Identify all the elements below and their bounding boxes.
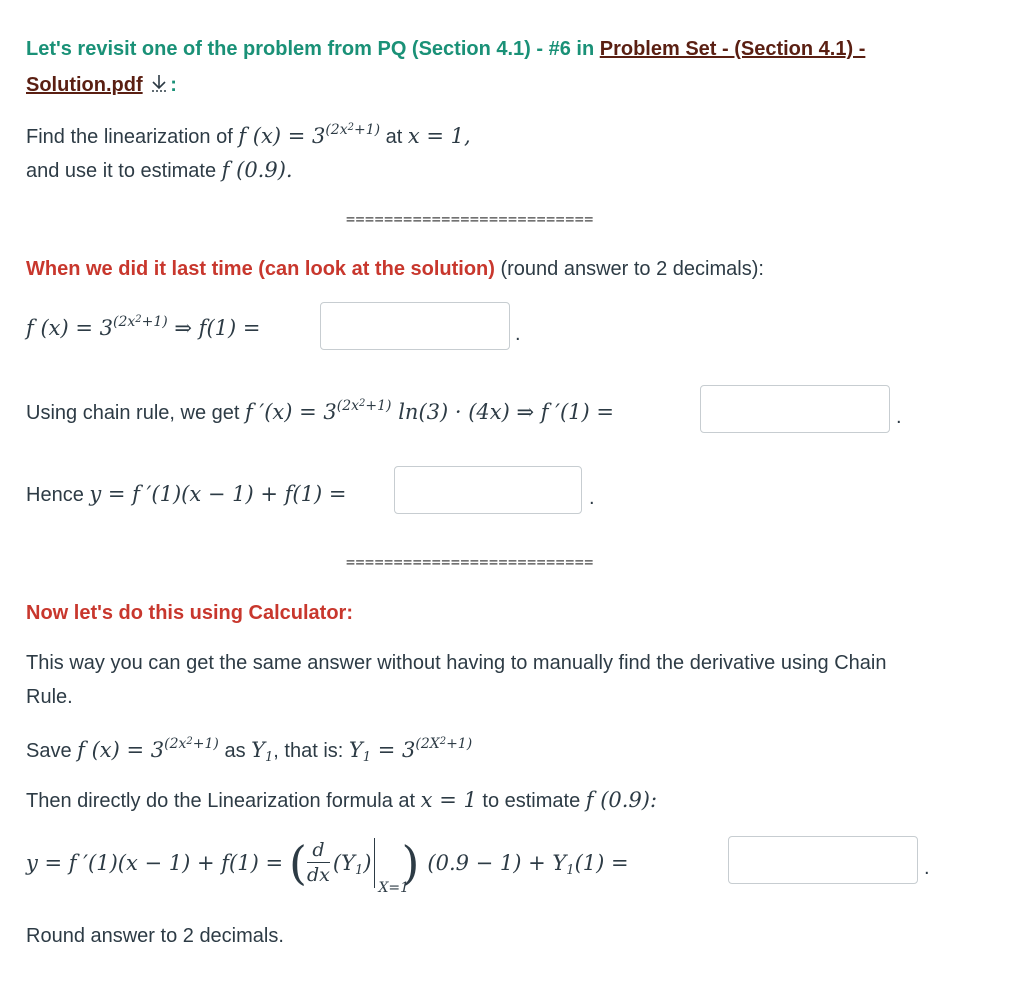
save-exponent <box>164 736 219 752</box>
f1-period: . <box>515 323 521 345</box>
y1-paren-letter: (Y <box>332 851 355 875</box>
f1-exponent <box>113 314 168 330</box>
save-fx: f (x) = 3 <box>77 738 165 762</box>
hence-prefix: Hence <box>26 484 90 506</box>
problem-line-1 <box>26 124 471 149</box>
last-time-suffix: (round answer to 2 decimals): <box>494 258 764 280</box>
calculator-heading <box>26 602 353 625</box>
last-time-title: When we did it last time (can look at the solution) <box>26 258 495 280</box>
then-suffix: to estimate <box>476 790 586 812</box>
fprime1-answer-input[interactable] <box>700 385 890 433</box>
y1-exp-base: (2X <box>415 736 440 752</box>
eval-at: X=1 <box>378 880 410 896</box>
at-text: at <box>380 126 408 148</box>
f1-implies: ⇒ f(1) = <box>167 316 261 340</box>
linearization-period: . <box>589 487 595 509</box>
linearization-answer-input[interactable] <box>394 466 582 514</box>
calc-result-input[interactable] <box>728 836 918 884</box>
separator-2: ========================== <box>346 553 594 571</box>
problem-set-link[interactable]: Problem Set - (Section 4.1) - <box>599 38 866 60</box>
fraction-numerator: d <box>312 839 325 861</box>
y1-def-sub: 1 <box>362 750 372 765</box>
y1-exp-end: +1) <box>446 736 473 752</box>
chain-rule-line <box>26 400 614 425</box>
save-exp-base: (2x <box>164 736 187 752</box>
y1-def-eq: = 3 <box>371 738 416 762</box>
f1-exp-base: (2x <box>112 314 136 330</box>
y1-sub: 1 <box>265 750 274 765</box>
chain-exp-end: +1) <box>365 398 392 414</box>
exp-base: (2x <box>325 122 348 138</box>
chain-prefix: Using chain rule, we get <box>26 402 246 424</box>
calculator-para-2: Rule. <box>26 686 73 708</box>
download-icon[interactable] <box>148 72 170 100</box>
hence-expression: y = f ′(1)(x − 1) + f(1) = <box>89 482 347 506</box>
y1-paren: $(Y_1)$ <box>332 851 372 878</box>
y1-exp-sq: 2 <box>439 736 447 747</box>
calc-result-period: . <box>924 857 930 879</box>
then-x: x = 1 <box>420 788 477 812</box>
y1-paren-sub: 1 <box>354 863 364 878</box>
estimate-f09: f (0.9). <box>221 158 293 182</box>
save-exp-end: +1) <box>192 736 219 752</box>
f1-exp-end: +1) <box>141 314 168 330</box>
y1-definition <box>348 736 473 765</box>
hence-line <box>26 482 346 507</box>
f1-line <box>26 316 260 341</box>
chain-exponent <box>337 398 392 414</box>
solution-pdf-link[interactable]: Solution.pdf <box>26 74 143 96</box>
rhs-sub: 1 <box>566 863 575 878</box>
exp-end: +1) <box>353 122 381 138</box>
save-function <box>77 738 219 762</box>
intro-line-1 <box>26 38 865 61</box>
derivative-fraction <box>307 841 330 885</box>
fprime-eq: f ′(x) = 3 <box>245 400 337 424</box>
formula-open-paren: ( <box>289 836 307 890</box>
y1-def-letter: Y <box>348 738 363 762</box>
then-line <box>26 788 657 813</box>
separator-1: ========================== <box>346 210 594 228</box>
problem-prefix: Find the linearization of <box>26 126 239 148</box>
problem-function <box>238 124 380 148</box>
fraction-denominator: dx <box>307 864 330 886</box>
f1-answer-input[interactable] <box>320 302 510 350</box>
intro-colon: : <box>170 74 177 96</box>
save-prefix: Save <box>26 740 78 762</box>
chain-exp-base: (2x <box>336 398 360 414</box>
then-f: f (0.9): <box>585 788 658 812</box>
then-prefix: Then directly do the Linearization formula at <box>26 790 421 812</box>
f1-fx: f (x) = 3 <box>26 316 113 340</box>
estimate-prefix: and use it to estimate <box>26 160 222 182</box>
y1-def-exponent <box>415 736 472 752</box>
calculator-para-1: This way you can get the same answer without having to manually find the derivative using Chain <box>26 652 887 674</box>
evaluation-bar <box>374 838 410 896</box>
chain-expression <box>245 400 614 424</box>
problem-line-2 <box>26 158 293 183</box>
formula-rhs <box>427 851 629 878</box>
formula-close-paren: ) <box>401 836 420 890</box>
at-x-value: x = 1, <box>407 124 471 148</box>
last-time-heading <box>26 258 764 281</box>
rhs-text: (0.9 − 1) + Y <box>427 851 567 875</box>
calculator-title: Now let's do this using Calculator: <box>26 602 354 624</box>
fx-exponent <box>325 122 380 138</box>
chain-tail: ln(3) · (4x) ⇒ f ′(1) = <box>398 400 615 424</box>
intro-text: Let's revisit one of the problem from PQ (Section 4.1) - #6 in <box>26 38 600 60</box>
intro-line-2 <box>26 72 177 100</box>
save-line <box>26 738 472 763</box>
fprime1-period: . <box>896 406 902 428</box>
formula-lhs: y = f ′(1)(x − 1) + f(1) = <box>26 851 284 875</box>
fx-text: f (x) = 3 <box>238 124 326 148</box>
as-text: as <box>218 740 252 762</box>
y1-letter: Y <box>251 738 266 762</box>
formula-line <box>26 828 629 898</box>
chain-exp-sq: 2 <box>359 398 366 409</box>
exp-sq: 2 <box>347 122 354 133</box>
f1-expression <box>26 316 260 340</box>
rhs-end: (1) = <box>574 851 629 875</box>
that-is-text: , that is: <box>273 740 349 762</box>
round-note: Round answer to 2 decimals. <box>26 925 284 947</box>
save-exp-sq: 2 <box>186 736 193 747</box>
y1-label <box>251 738 274 765</box>
f1-exp-sq: 2 <box>135 314 142 325</box>
